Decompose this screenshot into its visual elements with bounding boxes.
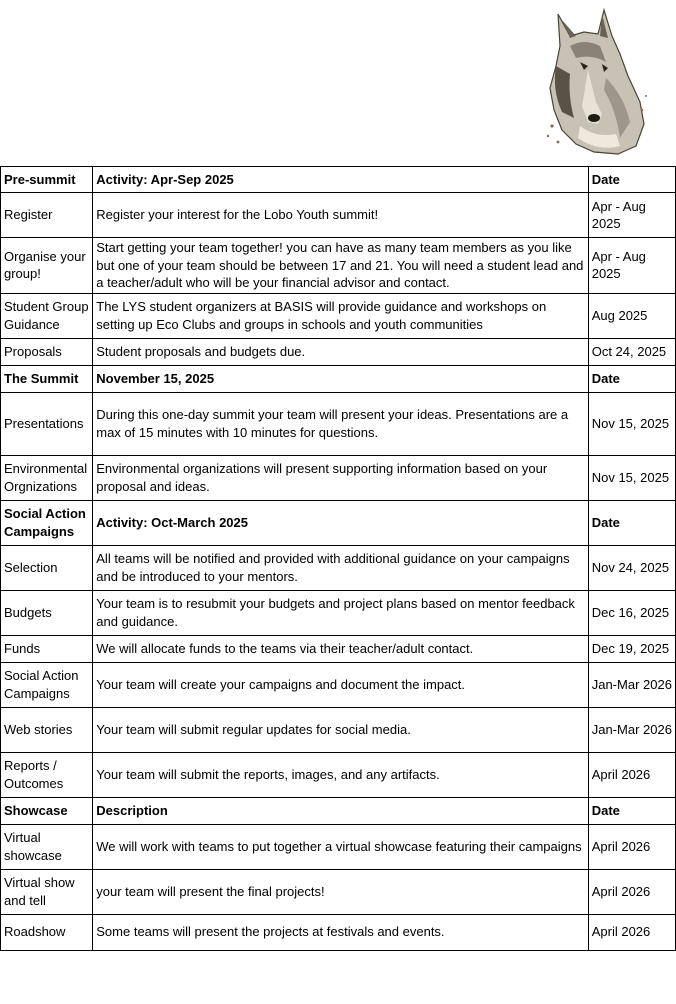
schedule-table — [0, 166, 676, 951]
section-header-row — [1, 167, 676, 193]
activity-cell: Pre-summit — [1, 167, 93, 193]
date-cell: Jan-Mar 2026 — [588, 707, 675, 752]
activity-cell: Funds — [1, 635, 93, 662]
activity-cell: Social Action Campaigns — [1, 500, 93, 545]
section-header-row — [1, 500, 676, 545]
table-row — [1, 662, 676, 707]
table-row — [1, 635, 676, 662]
table-row — [1, 590, 676, 635]
description-cell: Activity: Apr-Sep 2025 — [93, 167, 588, 193]
activity-cell: Organise your group! — [1, 238, 93, 294]
activity-cell: Register — [1, 193, 93, 238]
activity-cell: Reports / Outcomes — [1, 752, 93, 797]
activity-cell: Budgets — [1, 590, 93, 635]
description-cell: All teams will be notified and provided with additional guidance on your campaigns and be introduced to your mentors. — [93, 545, 588, 590]
date-cell: Jan-Mar 2026 — [588, 662, 675, 707]
date-cell: Apr - Aug 2025 — [588, 238, 675, 294]
table-row — [1, 338, 676, 365]
table-row — [1, 455, 676, 500]
description-cell: During this one-day summit your team will present your ideas. Presentations are a max of 15 minutes with 10 minutes for questions. — [93, 392, 588, 455]
table-row — [1, 752, 676, 797]
table-row — [1, 914, 676, 950]
date-cell: Nov 15, 2025 — [588, 455, 675, 500]
activity-cell: Virtual showcase — [1, 824, 93, 869]
table-row — [1, 824, 676, 869]
date-cell: Date — [588, 365, 675, 392]
date-cell: Date — [588, 500, 675, 545]
description-cell: Register your interest for the Lobo Youth summit! — [93, 193, 588, 238]
description-cell: Environmental organizations will present supporting information based on your proposal and ideas. — [93, 455, 588, 500]
table-row — [1, 707, 676, 752]
description-cell: Description — [93, 797, 588, 824]
activity-cell: Selection — [1, 545, 93, 590]
description-cell: November 15, 2025 — [93, 365, 588, 392]
date-cell: Aug 2025 — [588, 293, 675, 338]
date-cell: April 2026 — [588, 869, 675, 914]
date-cell: Dec 19, 2025 — [588, 635, 675, 662]
date-cell: April 2026 — [588, 752, 675, 797]
description-cell: Your team will submit the reports, images, and any artifacts. — [93, 752, 588, 797]
activity-cell: Presentations — [1, 392, 93, 455]
date-cell: Nov 24, 2025 — [588, 545, 675, 590]
date-cell: Dec 16, 2025 — [588, 590, 675, 635]
section-header-row — [1, 797, 676, 824]
description-cell: your team will present the final projects! — [93, 869, 588, 914]
date-cell: Nov 15, 2025 — [588, 392, 675, 455]
activity-cell: Student Group Guidance — [1, 293, 93, 338]
table-row — [1, 392, 676, 455]
description-cell: Your team will submit regular updates for social media. — [93, 707, 588, 752]
date-cell: April 2026 — [588, 824, 675, 869]
table-row — [1, 293, 676, 338]
wolf-illustration — [540, 6, 650, 156]
description-cell: Start getting your team together! you can have as many team members as you like but one of your team should be between 17 and 21. You will need a student lead and a teacher/adult who will be your financial advisor and contact. — [93, 238, 588, 294]
description-cell: Some teams will present the projects at festivals and events. — [93, 914, 588, 950]
activity-cell: Social Action Campaigns — [1, 662, 93, 707]
description-cell: Your team will create your campaigns and document the impact. — [93, 662, 588, 707]
activity-cell: Environmental Orgnizations — [1, 455, 93, 500]
table-row — [1, 193, 676, 238]
activity-cell: Virtual show and tell — [1, 869, 93, 914]
table-row — [1, 545, 676, 590]
activity-cell: Roadshow — [1, 914, 93, 950]
date-cell: April 2026 — [588, 914, 675, 950]
description-cell: Your team is to resubmit your budgets and project plans based on mentor feedback and guidance. — [93, 590, 588, 635]
activity-cell: Proposals — [1, 338, 93, 365]
description-cell: We will work with teams to put together a virtual showcase featuring their campaigns — [93, 824, 588, 869]
description-cell: Activity: Oct-March 2025 — [93, 500, 588, 545]
description-cell: The LYS student organizers at BASIS will provide guidance and workshops on setting up Eco Clubs and groups in schools and youth communities — [93, 293, 588, 338]
date-cell: Oct 24, 2025 — [588, 338, 675, 365]
description-cell: We will allocate funds to the teams via their teacher/adult contact. — [93, 635, 588, 662]
table-row — [1, 869, 676, 914]
date-cell: Apr - Aug 2025 — [588, 193, 675, 238]
date-cell: Date — [588, 797, 675, 824]
table-row — [1, 238, 676, 294]
activity-cell: The Summit — [1, 365, 93, 392]
description-cell: Student proposals and budgets due. — [93, 338, 588, 365]
activity-cell: Web stories — [1, 707, 93, 752]
section-header-row — [1, 365, 676, 392]
date-cell: Date — [588, 167, 675, 193]
activity-cell: Showcase — [1, 797, 93, 824]
